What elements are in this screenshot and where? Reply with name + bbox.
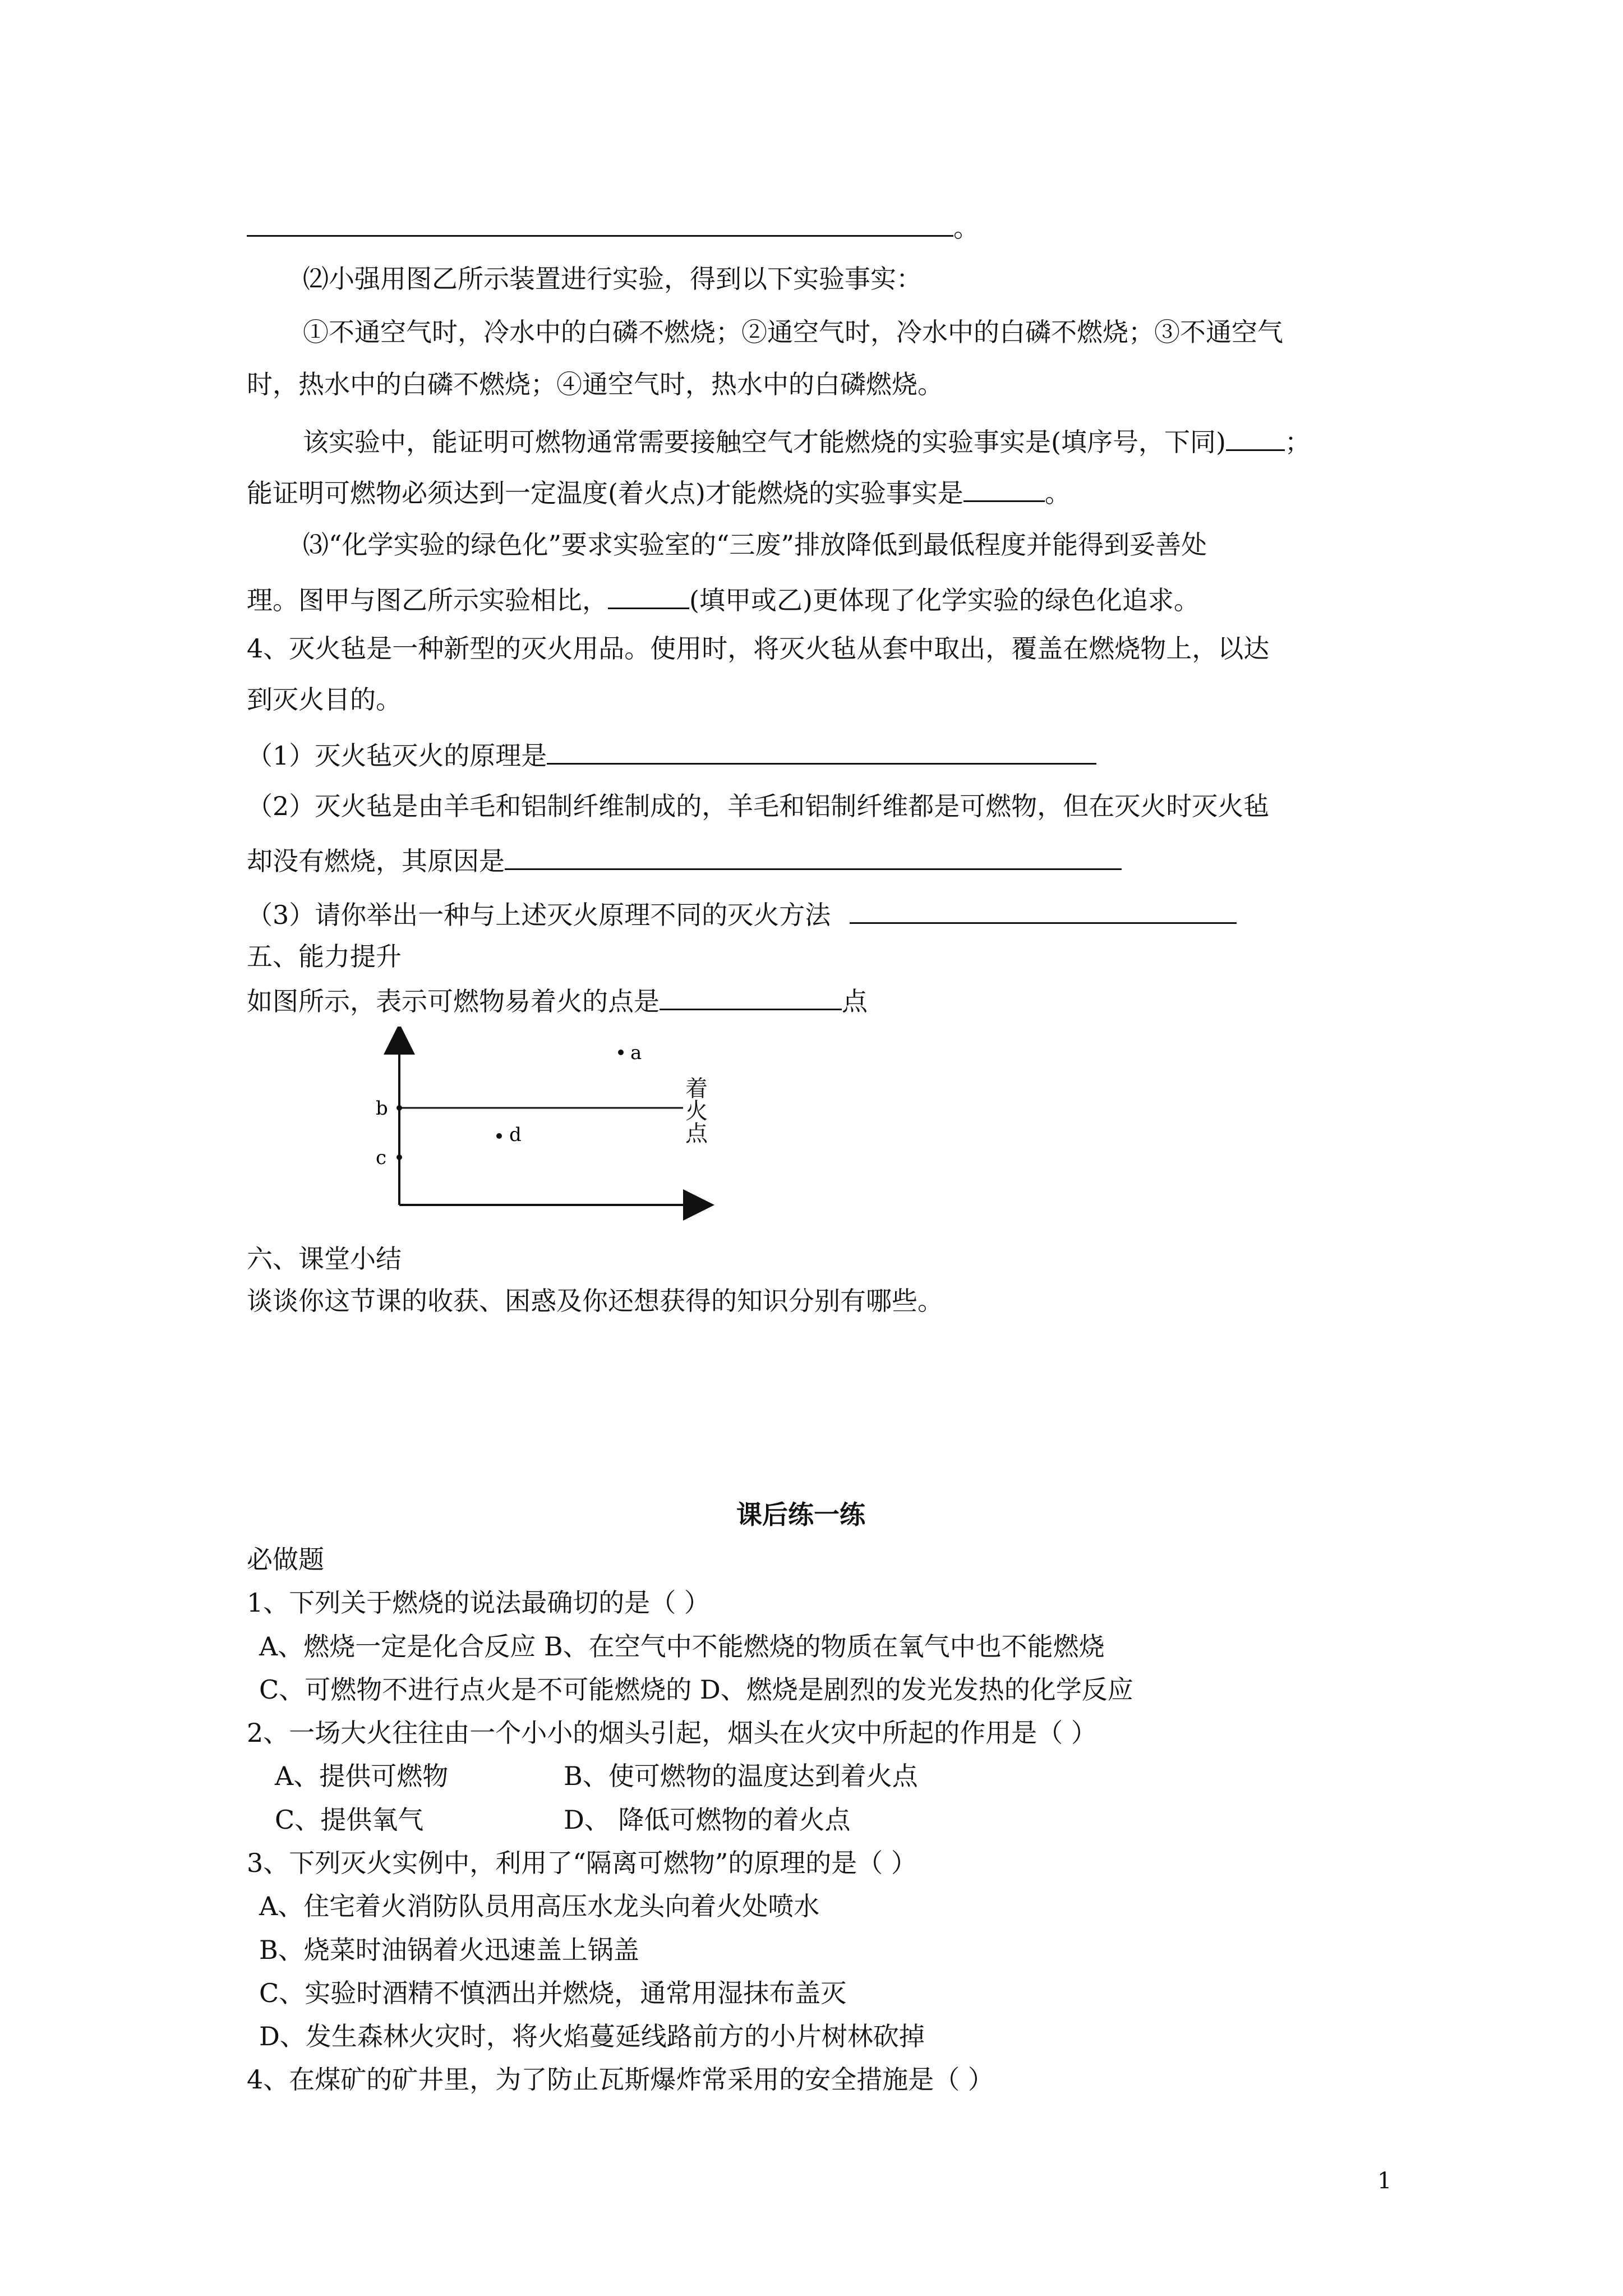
p4-line1: 4、灭火毡是一种新型的灭火用品。使用时，将灭火毡从套中取出，覆盖在燃烧物上，以达 bbox=[247, 633, 1270, 664]
p4-q2-line1: （2）灭火毡是由羊毛和铝制纤维制成的，羊毛和铝制纤维都是可燃物，但在灭火时灭火毡 bbox=[247, 791, 1270, 821]
fill-blank[interactable] bbox=[608, 582, 689, 609]
must-do-label: 必做题 bbox=[247, 1544, 324, 1575]
point-a bbox=[618, 1050, 624, 1055]
section-5-title: 五、能力提升 bbox=[247, 941, 402, 972]
page-number: 1 bbox=[1377, 2168, 1392, 2194]
label-d: d bbox=[509, 1124, 522, 1146]
mc3-option-a: A、住宅着火消防队员用高压水龙头向着火处喷水 bbox=[259, 1891, 820, 1921]
q2-ask-line1 bbox=[303, 424, 1311, 458]
q2-intro: ⑵小强用图乙所示装置进行实验，得到以下实验事实： bbox=[303, 264, 922, 294]
q3-line1: ⑶“化学实验的绿色化”要求实验室的“三废”排放降低到最低程度并能得到妥善处 bbox=[303, 530, 1207, 560]
fill-blank[interactable] bbox=[247, 209, 953, 237]
section-6-title: 六、课堂小结 bbox=[247, 1244, 402, 1274]
mc2-option-d: D、 降低可燃物的着火点 bbox=[564, 1805, 851, 1835]
sec5-q-end: 点 bbox=[842, 986, 868, 1016]
p4-q1 bbox=[247, 737, 1096, 772]
mc1-question: 1、下列关于燃烧的说法最确切的是（ ） bbox=[247, 1588, 710, 1618]
label-a: a bbox=[630, 1042, 642, 1064]
point-d bbox=[496, 1133, 502, 1139]
label-b: b bbox=[376, 1097, 388, 1120]
p4-line2: 到灭火目的。 bbox=[247, 684, 402, 715]
q3-text: 理。图甲与图乙所示实验相比， bbox=[247, 585, 608, 615]
mc3-option-b: B、烧菜时油锅着火迅速盖上锅盖 bbox=[259, 1935, 639, 1965]
fill-blank[interactable] bbox=[963, 475, 1045, 502]
fill-blank[interactable] bbox=[1226, 424, 1285, 451]
ignition-point-figure bbox=[359, 1027, 751, 1223]
p4-q2-line2 bbox=[247, 843, 1122, 877]
fill-blank[interactable] bbox=[547, 737, 1096, 765]
p4-q1-text: （1）灭火毡灭火的原理是 bbox=[247, 740, 547, 771]
mc2-option-c: C、提供氧气 bbox=[275, 1805, 424, 1835]
p4-q3-text: （3）请你举出一种与上述灭火原理不同的灭火方法 bbox=[247, 900, 831, 930]
q2-facts-line2: 时，热水中的白磷不燃烧；④通空气时，热水中的白磷燃烧。 bbox=[247, 369, 943, 399]
section-5-question bbox=[247, 983, 868, 1018]
mc4-question: 4、在煤矿的矿井里，为了防止瓦斯爆炸常采用的安全措施是（ ） bbox=[247, 2064, 994, 2095]
q2-ask-line2 bbox=[247, 475, 1071, 509]
mc3-question: 3、下列灭火实例中，利用了“隔离可燃物”的原理的是（ ） bbox=[247, 1848, 917, 1878]
fill-blank[interactable] bbox=[505, 843, 1122, 870]
mc2-option-b: B、使可燃物的温度达到着火点 bbox=[564, 1761, 918, 1791]
mc3-option-c: C、实验时酒精不慎洒出并燃烧，通常用湿抹布盖灭 bbox=[259, 1978, 847, 2008]
practice-title: 课后练一练 bbox=[736, 1499, 865, 1530]
p4-q3 bbox=[247, 896, 1237, 931]
answer-line-top bbox=[247, 209, 979, 244]
mc1-options-ab: A、燃烧一定是化合反应 B、在空气中不能燃烧的物质在氧气中也不能燃烧 bbox=[259, 1631, 1105, 1662]
label-c: c bbox=[376, 1147, 387, 1169]
mc1-options-cd: C、可燃物不进行点火是不可能燃烧的 D、燃烧是剧烈的发光发热的化学反应 bbox=[259, 1674, 1133, 1705]
mc2-option-a: A、提供可燃物 bbox=[275, 1761, 449, 1791]
ignition-line-label: 着 火 点 bbox=[685, 1076, 708, 1147]
fill-blank[interactable] bbox=[660, 983, 842, 1010]
point-b bbox=[396, 1105, 402, 1111]
q3-text: (填甲或乙)更体现了化学实验的绿色化追求。 bbox=[689, 585, 1200, 615]
q2-facts-line1: ①不通空气时，冷水中的白磷不燃烧；②通空气时，冷水中的白磷不燃烧；③不通空气 bbox=[303, 317, 1283, 347]
sec5-q-text: 如图所示，表示可燃物易着火的点是 bbox=[247, 986, 660, 1016]
mc3-option-d: D、发生森林火灾时，将火焰蔓延线路前方的小片树林砍掉 bbox=[259, 2021, 925, 2051]
q3-line2 bbox=[247, 582, 1200, 616]
mc2-question: 2、一场大火往往由一个小小的烟头引起，烟头在火灾中所起的作用是（ ） bbox=[247, 1718, 1097, 1748]
point-c bbox=[396, 1154, 402, 1160]
punct: ； bbox=[1284, 427, 1311, 457]
period: 。 bbox=[953, 213, 979, 243]
section-6-text: 谈谈你这节课的收获、困惑及你还想获得的知识分别有哪些。 bbox=[247, 1286, 943, 1316]
punct: 。 bbox=[1044, 478, 1071, 508]
p4-q2-text: 却没有燃烧，其原因是 bbox=[247, 846, 505, 876]
q2-ask-text: 能证明可燃物必须达到一定温度(着火点)才能燃烧的实验事实是 bbox=[247, 478, 963, 508]
fill-blank[interactable] bbox=[850, 896, 1237, 924]
q2-ask-text: 该实验中，能证明可燃物通常需要接触空气才能燃烧的实验事实是(填序号，下同) bbox=[303, 427, 1226, 457]
